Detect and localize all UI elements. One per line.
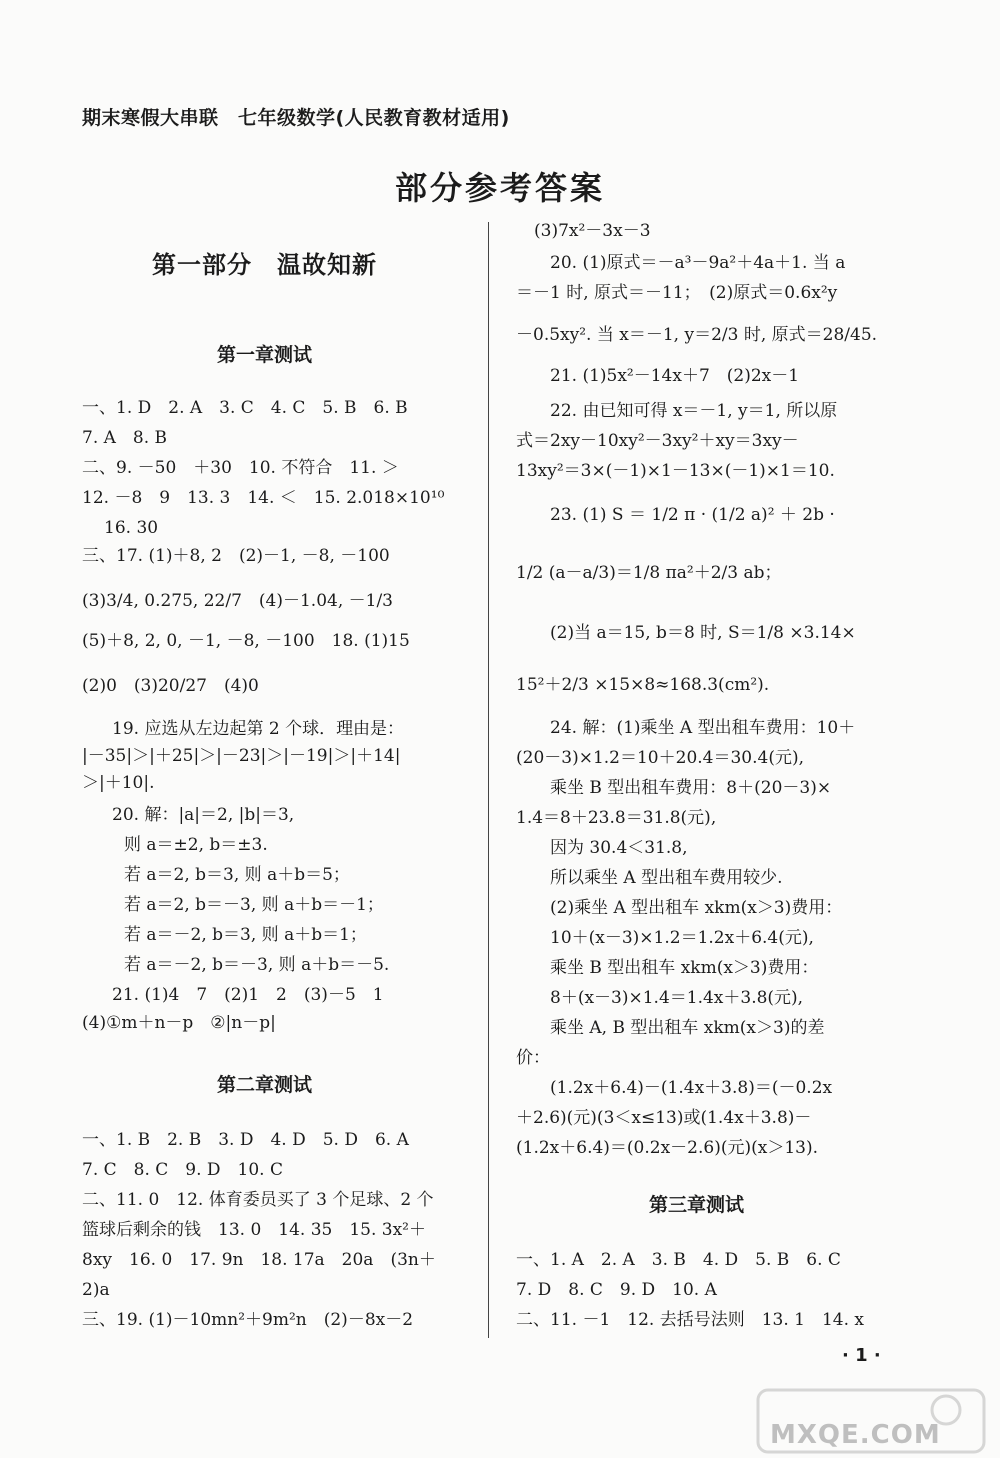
chapter-title-1: 第一章测试 [217,344,313,366]
answer-line: 15²＋2/3 ×15×8≈168.3(cm²). [516,675,770,695]
chapter-title-3: 第三章测试 [649,1194,745,1216]
answer-line: |－35|＞|＋25|＞|－23|＞|－19|＞|＋14| [82,746,401,766]
answer-line: 若 a＝2, b＝3, 则 a＋b＝5； [124,865,350,885]
answer-line: 一、1. B 2. B 3. D 4. D 5. D 6. A [82,1130,409,1150]
answer-line: 则 a＝±2, b＝±3. [124,835,268,855]
answer-line: 式＝2xy－10xy²－3xy²＋xy＝3xy－ [516,431,799,451]
answer-line: 若 a＝2, b＝－3, 则 a＋b＝－1； [124,895,384,915]
answer-line: 7. C 8. C 9. D 10. C [82,1160,283,1180]
answer-line: 7. D 8. C 9. D 10. A [516,1280,717,1300]
part-title: 第一部分 温故知新 [152,251,377,279]
answer-line: 12. －8 9 13. 3 14. ＜ 15. 2.018×10¹⁰ [82,488,445,508]
answer-line: 若 a＝－2, b＝－3, 则 a＋b＝－5. [124,955,390,975]
answer-line: 所以乘坐 A 型出租车费用较少. [550,868,783,888]
answer-line: 21. (1)4 7 (2)1 2 (3)－5 1 [112,985,384,1005]
answer-line: 7. A 8. B [82,428,168,448]
answer-line: －0.5xy². 当 x＝－1, y＝2/3 时, 原式＝28/45. [516,325,878,345]
answer-line: 三、19. (1)－10mn²＋9m²n (2)－8x－2 [82,1310,414,1330]
answer-line: 二、11. －1 12. 去括号法则 13. 1 14. x [516,1310,864,1330]
watermark-text: MXQE.COM [770,1420,941,1450]
answer-line: 21. (1)5x²－14x＋7 (2)2x－1 [550,366,800,386]
answer-line: 20. (1)原式＝－a³－9a²＋4a＋1. 当 a [550,253,846,273]
answer-line: 三、17. (1)＋8, 2 (2)－1, －8, －100 [82,546,390,566]
answer-line: (20－3)×1.2＝10＋20.4＝30.4(元), [516,748,804,768]
answer-line: 10＋(x－3)×1.2＝1.2x＋6.4(元), [550,928,814,948]
answer-line: 8xy 16. 0 17. 9n 18. 17a 20a (3n＋ [82,1250,436,1270]
answer-line: (1.2x＋6.4)＝(0.2x－2.6)(元)(x＞13). [516,1138,818,1158]
answer-line: 1.4＝8＋23.8＝31.8(元), [516,808,717,828]
answer-line: (3)3/4, 0.275, 22/7 (4)－1.04, －1/3 [82,591,393,611]
answer-line: 二、11. 0 12. 体育委员买了 3 个足球、2 个 [82,1190,434,1210]
answer-line: 20. 解：|a|＝2, |b|＝3, [112,805,295,825]
answer-line: 8＋(x－3)×1.4＝1.4x＋3.8(元), [550,988,804,1008]
answer-line: (1.2x＋6.4)－(1.4x＋3.8)＝(－0.2x [550,1078,833,1098]
answer-line: (2)乘坐 A 型出租车 xkm(x＞3)费用： [550,898,843,918]
answer-line: 一、1. D 2. A 3. C 4. C 5. B 6. B [82,398,408,418]
answer-line: 13xy²＝3×(－1)×1－13×(－1)×1＝10. [516,461,835,481]
answer-line: 2)a [82,1280,110,1300]
answer-line: 16. 30 [104,518,159,538]
answer-line: 价： [516,1048,550,1068]
answer-line: (2)0 (3)20/27 (4)0 [82,676,259,696]
answer-line: (2)当 a＝15, b＝8 时, S＝1/8 ×3.14× [550,623,856,643]
answer-line: 22. 由已知可得 x＝－1, y＝1, 所以原 [550,401,838,421]
page-title: 部分参考答案 [394,169,605,207]
answer-line: ＞|＋10|. [82,773,155,793]
answer-line: ＋2.6)(元)(3＜x≤13)或(1.4x＋3.8)－ [516,1108,812,1128]
page-number: · 1 · [842,1345,881,1366]
answer-line: 一、1. A 2. A 3. B 4. D 5. B 6. C [516,1250,841,1270]
column-divider [488,222,489,1338]
answer-line: ＝－1 时, 原式＝－11； (2)原式＝0.6x²y [516,283,838,303]
answer-line: 乘坐 A, B 型出租车 xkm(x＞3)的差 [550,1018,825,1038]
running-header: 期末寒假大串联 七年级数学(人民教育教材适用) [82,107,510,129]
answer-line: 乘坐 B 型出租车 xkm(x＞3)费用： [550,958,819,978]
answer-line: 19. 应选从左边起第 2 个球．理由是： [112,719,405,739]
answer-line: 篮球后剩余的钱 13. 0 14. 35 15. 3x²＋ [82,1220,426,1240]
chapter-title-2: 第二章测试 [217,1074,313,1096]
answer-line: 乘坐 B 型出租车费用：8＋(20－3)× [550,778,832,798]
answer-line: (3)7x²－3x－3 [534,221,651,241]
answer-line: 二、9. －50 ＋30 10. 不符合 11. ＞ [82,458,399,478]
answer-line: (4)①m＋n－p ②|n－p| [82,1013,276,1033]
answer-line: (5)＋8, 2, 0, －1, －8, －100 18. (1)15 [82,631,410,651]
answer-line: 23. (1) S ＝ 1/2 π · (1/2 a)² ＋ 2b · [550,505,835,525]
answer-line: 若 a＝－2, b＝3, 则 a＋b＝1； [124,925,367,945]
answer-line: 24. 解：(1)乘坐 A 型出租车费用：10＋ [550,718,856,738]
answer-line: 因为 30.4＜31.8, [550,838,688,858]
answer-line: 1/2 (a－a/3)＝1/8 πa²＋2/3 ab； [516,563,782,583]
